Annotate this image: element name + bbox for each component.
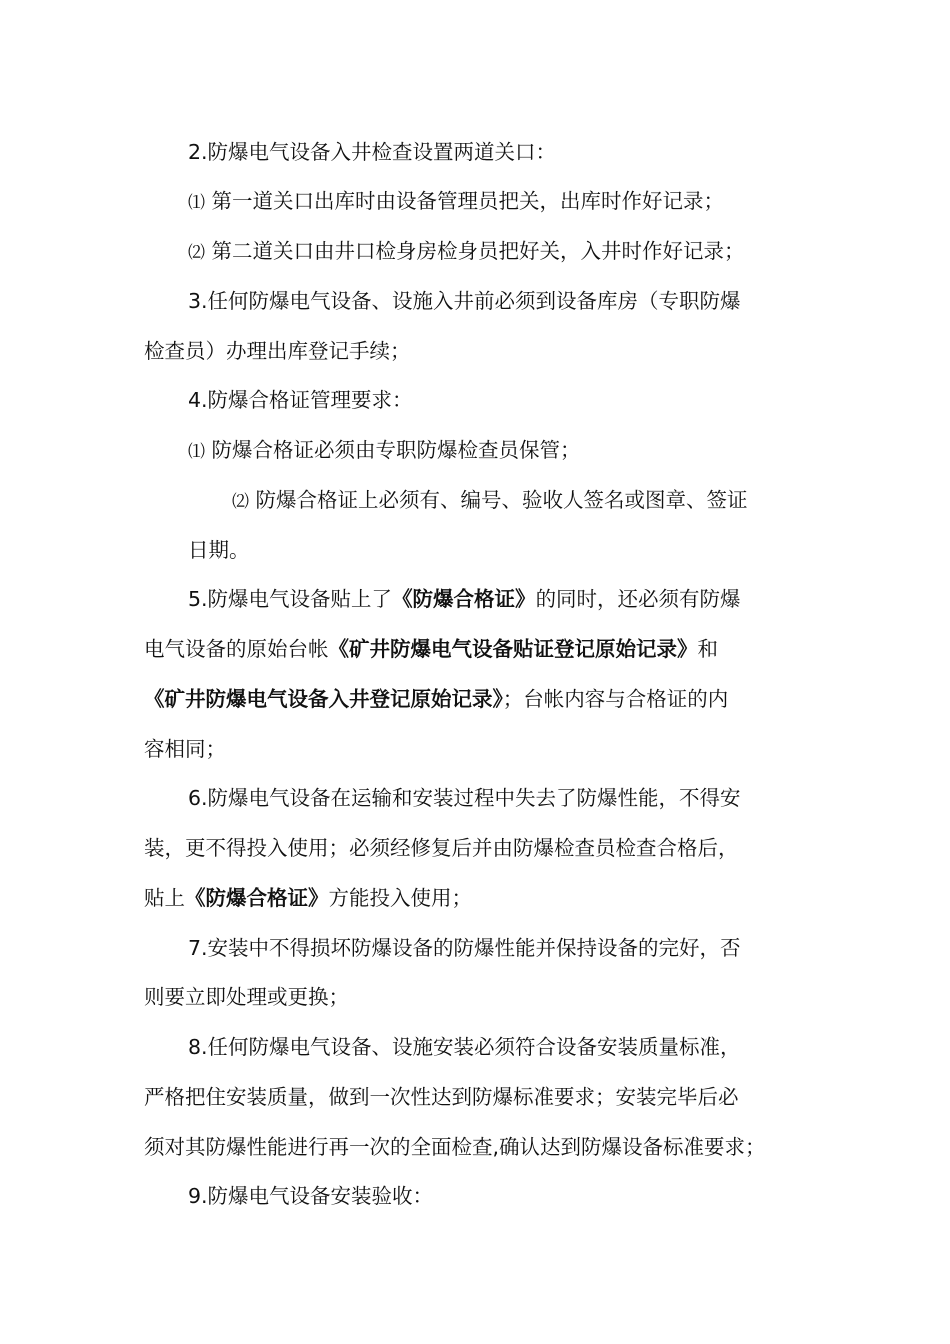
paragraph-line: 9.防爆电气设备安装验收： — [188, 1184, 434, 1208]
paragraph-line: 容相同； — [144, 737, 226, 761]
paragraph-line: 8.任何防爆电气设备、设施安装必须符合设备安装质量标准， — [188, 1035, 741, 1059]
paragraph-line: 5.防爆电气设备贴上了《防爆合格证》的同时，还必须有防爆 — [188, 587, 741, 611]
paragraph-line: 则要立即处理或更换； — [144, 985, 349, 1009]
paragraph-line: 日期。 — [188, 538, 250, 562]
paragraph-line: 电气设备的原始台帐《矿井防爆电气设备贴证登记原始记录》和 — [144, 637, 718, 661]
paragraph-line: ⑴ 第一道关口出库时由设备管理员把关，出库时作好记录； — [188, 189, 725, 213]
paragraph-line: 2.防爆电气设备入井检查设置两道关口： — [188, 140, 557, 164]
paragraph-line: 3.任何防爆电气设备、设施入井前必须到设备库房（专职防爆 — [188, 289, 741, 313]
paragraph-line: 须对其防爆性能进行再一次的全面检查,确认达到防爆设备标准要求； — [144, 1135, 766, 1159]
paragraph-line: 严格把住安装质量，做到一次性达到防爆标准要求；安装完毕后必 — [144, 1085, 739, 1109]
paragraph-line: 4.防爆合格证管理要求： — [188, 388, 413, 412]
paragraph-line: ⑴ 防爆合格证必须由专职防爆检查员保管； — [188, 438, 581, 462]
paragraph-line: ⑵ 第二道关口由井口检身房检身员把好关，入井时作好记录； — [188, 239, 745, 263]
paragraph-line: 装，更不得投入使用；必须经修复后并由防爆检查员检查合格后， — [144, 836, 739, 860]
paragraph-line: 《矿井防爆电气设备入井登记原始记录》；台帐内容与合格证的内 — [144, 687, 729, 711]
paragraph-line: 7.安装中不得损坏防爆设备的防爆性能并保持设备的完好，否 — [188, 936, 741, 960]
paragraph-line: 检查员）办理出库登记手续； — [144, 339, 411, 363]
record-title: 《矿井防爆电气设备入井登记原始记录》 — [144, 687, 503, 711]
certificate-title: 《防爆合格证》 — [185, 886, 329, 910]
paragraph-line: 6.防爆电气设备在运输和安装过程中失去了防爆性能，不得安 — [188, 786, 741, 810]
record-title: 《矿井防爆电气设备贴证登记原始记录》 — [328, 637, 698, 661]
paragraph-line: 贴上《防爆合格证》方能投入使用； — [144, 886, 472, 910]
certificate-title: 《防爆合格证》 — [392, 587, 536, 611]
paragraph-line: ⑵ 防爆合格证上必须有、编号、验收人签名或图章、签证 — [232, 488, 748, 512]
